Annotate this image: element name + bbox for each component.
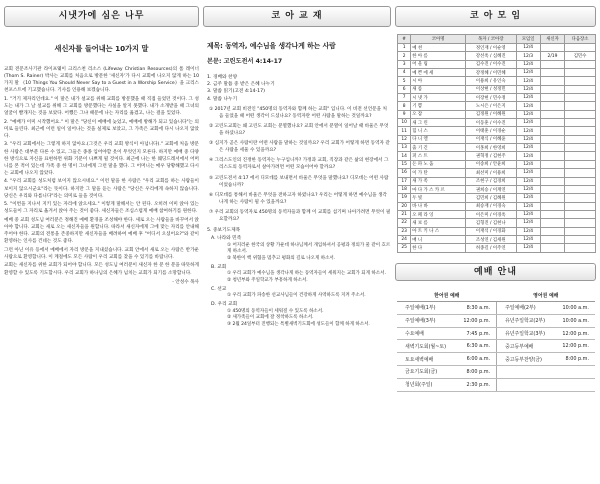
article-paragraph: 5. "이번을 지나서 지키 있는 자리에 앉으세요." 이렇게 말해서는 안 된다. 오히려 이미 앉아 있는 성도들이 그 자리로 옮겨서 앉아 주는 것이 좋다. 새신자들은 조심스럽게 예배 참여하기를 원한다. bbox=[4, 202, 199, 215]
table-cell: 12/4 bbox=[516, 135, 540, 143]
study-column bbox=[203, 6, 391, 329]
table-cell bbox=[540, 119, 564, 127]
worship-cell: 10:00 a.m. bbox=[555, 302, 595, 315]
article-title: 새신자를 들어내는 10가지 말 bbox=[54, 44, 149, 53]
table-cell: 한 다 bbox=[411, 244, 466, 252]
worship-row bbox=[397, 340, 595, 353]
table-cell: 12/4 bbox=[516, 144, 540, 152]
study-step: 3. 말씀 읽기(고전 4:14-17) bbox=[207, 89, 265, 95]
table-cell: 12/4 bbox=[516, 202, 540, 210]
table-cell bbox=[540, 127, 564, 135]
worship-cell: 주일예배(3부) bbox=[397, 314, 456, 327]
article-paragraph: 그런 아닌 이유 등에서 예배에서 자리 방문을 지내셨습니다. 교회 안에서 새로 오는 사람은 반가운 사람으로 환영합니다. 이 계절에도 모든 사람이 우리 교회를 찾을 수 있기를 바랍니다. bbox=[4, 247, 199, 260]
table-cell: 바 나 바 bbox=[411, 202, 466, 210]
prayer-title: 5. 중보기도제목 bbox=[207, 228, 241, 234]
table-row bbox=[398, 94, 596, 102]
table-cell: 매 니 bbox=[411, 235, 466, 243]
table-cell bbox=[540, 102, 564, 110]
worship-cell: 12:00 p.m. bbox=[555, 340, 595, 353]
table-cell bbox=[540, 194, 564, 202]
worship-cell: 6:30 a.m. bbox=[456, 340, 497, 353]
study-question: ⑦ 우리 교회의 동역자로 450명의 동역자들과 함께 이 교회를 섬기며 나아가려면 무엇이 필요할까요? bbox=[209, 209, 391, 223]
table-row bbox=[398, 127, 596, 135]
table-row bbox=[398, 52, 596, 60]
table-cell: 강선옥 / 심혜진 bbox=[465, 52, 516, 60]
prayer-item: ① 우리 교회가 파송한 선교사님들이 건강하게 사역하도록 지켜 주소서. bbox=[227, 293, 366, 299]
table-cell: 출 기 긴 bbox=[411, 144, 466, 152]
study-question: ③ 심지가 곧은 사람이란 어떤 사람을 말하는 것일까요? 우리 교회가 어떻게 하면 동역자 같은 사람을 세울 수 있을까요? bbox=[209, 141, 390, 154]
table-cell: 12 bbox=[398, 135, 411, 143]
table-cell bbox=[565, 127, 596, 135]
table-cell: 12/4 bbox=[516, 169, 540, 177]
study-scripture: 본문: 고린도전서 4:14-17 bbox=[207, 58, 283, 65]
table-row bbox=[398, 60, 596, 68]
table-cell: 12/4 bbox=[516, 127, 540, 135]
table-cell bbox=[565, 144, 596, 152]
prayer-item: ③ 2월 24일부터 진행되는 특별새벽기도회에 성도들이 함께 하게 하소서. bbox=[227, 322, 370, 328]
table-cell: 6 bbox=[398, 85, 411, 93]
table-cell: 20 bbox=[398, 202, 411, 210]
worship-cell: 유년주일학교(3부) bbox=[497, 327, 555, 340]
table-cell bbox=[540, 69, 564, 77]
table-cell: 15 bbox=[398, 160, 411, 168]
worship-cell: 8:00 p.m. bbox=[555, 353, 595, 366]
table-cell: 이은미 / 이경옥 bbox=[465, 210, 516, 218]
table-cell: 21 bbox=[398, 210, 411, 218]
table-cell bbox=[540, 219, 564, 227]
table-cell: 12/3 bbox=[516, 52, 540, 60]
table-cell: 아 트 키 나 스 bbox=[411, 227, 466, 235]
table-cell: 이태훈 / 이경순 bbox=[465, 127, 516, 135]
worship-cell: 8:00 p.m. bbox=[456, 366, 497, 379]
table-cell: 시 아 bbox=[411, 77, 466, 85]
table-cell bbox=[565, 77, 596, 85]
table-cell: 이장현 / 민수정 bbox=[465, 94, 516, 102]
table-cell: 9 bbox=[398, 110, 411, 118]
table-cell bbox=[540, 135, 564, 143]
table-cell: 19 bbox=[398, 194, 411, 202]
groups-table bbox=[397, 34, 596, 253]
table-cell: 정인재 / 이순영 bbox=[465, 44, 516, 52]
worship-row bbox=[397, 327, 595, 340]
article-paragraph: 1. "거기 제자리인데요." 이 말은 내가 설교를 위해 교회를 방문했을 때 직접 들었던 것이다. 그 성도는 내가 그 날 설교를 위해 그 교회를 방문했다는 사실을 알지 못했다. 내가 소개받을 때 그녀의 얼굴이 빨개지는 것을 보았다. 어쨌든 그냐 때문에 나는 자리를 옮겼고, 나는 걸을 잊었다. bbox=[4, 96, 199, 117]
table-cell: 어 울 림 bbox=[411, 60, 466, 68]
table-cell bbox=[565, 44, 596, 52]
table-cell: 최선미 / 이용희 bbox=[465, 169, 516, 177]
table-row bbox=[398, 152, 596, 160]
table-cell bbox=[565, 60, 596, 68]
worship-cell bbox=[555, 366, 595, 379]
article-header: 시냇가에 심은 나무 bbox=[4, 6, 199, 27]
article-author: - 안성수 목사 bbox=[172, 279, 199, 285]
table-row bbox=[398, 102, 596, 110]
study-step: 1. 경배와 찬양 bbox=[207, 75, 238, 80]
table-cell bbox=[540, 144, 564, 152]
table-cell bbox=[540, 177, 564, 185]
table-cell: 2/19 bbox=[540, 52, 564, 60]
table-cell bbox=[540, 244, 564, 252]
worship-cell: 2:30 p.m. bbox=[456, 378, 497, 391]
table-row bbox=[398, 169, 596, 177]
table-cell: 예 쁜 에 세 bbox=[411, 69, 466, 77]
table-cell: 16 bbox=[398, 169, 411, 177]
prayer-category: A. 나라와 민족 bbox=[211, 236, 242, 242]
table-cell: 권혁정 / 김현주 bbox=[465, 152, 516, 160]
study-questions bbox=[203, 106, 391, 223]
table-cell: 4 bbox=[398, 69, 411, 77]
table-cell: 12/4 bbox=[516, 69, 540, 77]
table-cell: 10 bbox=[398, 119, 411, 127]
table-cell: 강정혜 / 이민혜 bbox=[465, 69, 516, 77]
table-cell bbox=[540, 210, 564, 218]
table-cell bbox=[565, 202, 596, 210]
table-cell: 이용희 / 유인숙 bbox=[465, 77, 516, 85]
prayer-item: ① 어지러운 한국의 상황 가운데 하나님께서 개입하셔서 공평과 정의가 물 같이 흐르게 하소서. bbox=[227, 242, 391, 255]
table-cell: 이 가 탄 bbox=[411, 169, 466, 177]
table-cell: 이재석 / 이경화 bbox=[465, 227, 516, 235]
article-column bbox=[4, 6, 199, 285]
table-cell: 새 보 름 bbox=[411, 219, 466, 227]
table-cell bbox=[540, 169, 564, 177]
table-cell: 12/4 bbox=[516, 185, 540, 193]
table-cell: 새 가 족 bbox=[411, 177, 466, 185]
worship-row bbox=[397, 302, 595, 315]
korean-worship-heading: 한어권 예배 bbox=[397, 290, 497, 302]
worship-cell: 주일예배(1부) bbox=[397, 302, 456, 315]
worship-row bbox=[397, 378, 595, 391]
table-row bbox=[398, 135, 596, 143]
table-cell: 23 bbox=[398, 227, 411, 235]
table-cell: 8 bbox=[398, 102, 411, 110]
table-cell: 최승재 / 이경숙 bbox=[465, 202, 516, 210]
study-question: ② 고린도교회는 왜 고린도 교회는 분열했나요? 교회 안에서 분열이 일어날 때 바울은 무엇을 하셨나요? bbox=[209, 124, 389, 137]
table-cell: 마 다 가 스 카 르 bbox=[411, 185, 466, 193]
table-cell: 1 bbox=[398, 44, 411, 52]
table-cell: 시 냇 가 bbox=[411, 94, 466, 102]
worship-cell bbox=[555, 378, 595, 391]
table-cell bbox=[565, 185, 596, 193]
table-cell bbox=[540, 185, 564, 193]
table-cell bbox=[565, 169, 596, 177]
worship-cell: 중고등부찬양(금) bbox=[497, 353, 555, 366]
table-cell bbox=[565, 227, 596, 235]
table-cell: 24 bbox=[398, 235, 411, 243]
table-cell bbox=[565, 177, 596, 185]
worship-header: 예배 안내 bbox=[395, 263, 596, 281]
table-cell: 11 bbox=[398, 127, 411, 135]
table-cell: 이동훈 / 이수진 bbox=[465, 119, 516, 127]
table-cell: 조현구 / 김경희 bbox=[465, 177, 516, 185]
table-row bbox=[398, 219, 596, 227]
table-cell: 조성연 / 김세원 bbox=[465, 235, 516, 243]
table-cell: 퍼 스 트 bbox=[411, 152, 466, 160]
table-cell: 다 니 엘 bbox=[411, 135, 466, 143]
table-cell: 새 롬 bbox=[411, 85, 466, 93]
study-question: ⑤ 고린도전서 4:17 에서 디모데를 보내면서 바울은 무엇을 말했나요? 디모데는 어떤 사람이었습니까? bbox=[209, 175, 389, 188]
groups-column bbox=[395, 6, 596, 392]
table-cell: 17 bbox=[398, 177, 411, 185]
article-paragraph: 2. "예배가 이미 시작했어요." 이 말은 "당신이 예배에 늦었고, 예배에 방해가 되고 있습니다"는 의미로 들린다. 최근에 이런 일이 일어나는 것을 실제로 보았고, 그 가족은 교회에 다시 나오지 않았다. bbox=[4, 119, 199, 139]
table-cell: 12/4 bbox=[516, 85, 540, 93]
table-cell: 이송희 / 안윤희 bbox=[465, 160, 516, 168]
table-cell: 김수진 / 이수진 bbox=[465, 60, 516, 68]
table-cell bbox=[565, 235, 596, 243]
table-row bbox=[398, 69, 596, 77]
table-cell: 두 빛 bbox=[411, 194, 466, 202]
table-cell bbox=[540, 110, 564, 118]
worship-cell: 수요예배 bbox=[397, 327, 456, 340]
article-paragraph: 교회는 새신자를 위한 교회가 되어야 합니다. 모든 성도님 여러분이 새신자 한 분 한 분을 따뜻하게 환영할 수 있도록 기도합시다. 우리 교회가 하나님의 은혜가 넘치는 교회가 되기를 소망합니다. bbox=[4, 263, 199, 276]
worship-cell: 새벽기도회(월~토) bbox=[397, 340, 456, 353]
table-row bbox=[398, 44, 596, 52]
prayer-item: ② 청년부와 주일학교가 부흥하게 하소서. bbox=[227, 278, 308, 284]
study-question: ⑥ 디모데를 통해서 바울은 무엇을 전하고자 하였나요? 우리는 어떻게 하면 예수님을 생각나게 하는 사람이 될 수 있을까요? bbox=[209, 192, 387, 205]
roster-column-header: 목자 / 코아장 bbox=[465, 35, 516, 44]
table-cell bbox=[540, 85, 564, 93]
study-question: ④ 그리스도인의 진정한 동역자는 누구입니까? 가정과 교회, 직장과 같은 삶의 현장에서 그리스도의 동역자로서 살아가려면 어떤 모습이어야 할까요? bbox=[209, 158, 389, 171]
english-worship-heading: 영어권 예배 bbox=[497, 290, 595, 302]
table-cell: 이재식 / 이혜윤 bbox=[465, 135, 516, 143]
table-cell: 12/4 bbox=[516, 210, 540, 218]
table-cell bbox=[540, 152, 564, 160]
worship-row bbox=[397, 353, 595, 366]
table-row bbox=[398, 185, 596, 193]
worship-cell: 6:00 a.m. bbox=[456, 353, 497, 366]
table-cell bbox=[565, 119, 596, 127]
worship-cell: 주일예배(2부) bbox=[497, 302, 555, 315]
table-row bbox=[398, 177, 596, 185]
worship-cell: 토요새벽예배 bbox=[397, 353, 456, 366]
table-cell: 12/4 bbox=[516, 119, 540, 127]
table-row bbox=[398, 77, 596, 85]
table-cell: 12/4 bbox=[516, 235, 540, 243]
table-cell bbox=[565, 69, 596, 77]
table-cell bbox=[540, 160, 564, 168]
table-cell bbox=[540, 235, 564, 243]
table-cell: 김민희 / 김혜원 bbox=[465, 194, 516, 202]
study-step: 4. 말씀 나누기 bbox=[207, 96, 238, 102]
table-cell bbox=[540, 60, 564, 68]
table-row bbox=[398, 160, 596, 168]
table-cell: 12/4 bbox=[516, 152, 540, 160]
table-cell bbox=[565, 210, 596, 218]
table-cell: 김정원 / 이혜원 bbox=[465, 110, 516, 118]
table-cell bbox=[540, 94, 564, 102]
prayer-category: D. 우리 교회 bbox=[211, 302, 238, 308]
study-header: 코 아 교 재 bbox=[203, 6, 391, 27]
table-cell: 7 bbox=[398, 94, 411, 102]
table-cell: 12/4 bbox=[516, 160, 540, 168]
table-cell: 18 bbox=[398, 185, 411, 193]
worship-cell: 12:00 p.m. bbox=[456, 314, 497, 327]
table-cell: 예 천 bbox=[411, 44, 466, 52]
table-row bbox=[398, 194, 596, 202]
table-cell bbox=[565, 219, 596, 227]
study-step: 2. 금주 말씀 중 받은 은혜 나누기 bbox=[207, 82, 275, 88]
table-cell: 12/4 bbox=[516, 77, 540, 85]
table-cell: 3 bbox=[398, 60, 411, 68]
table-cell: 오 잠 bbox=[411, 110, 466, 118]
article-paragraph: 교회 전문조사기관 라이프웨이 크리스천 리소스 (Lifeway Christian Resources)의 톰 레이너(Thom S. Rainer) 박사는 교회를 처음으로 방문한 '새신자'가 다시 교회에 나오지 않게 하는 10가지 말 《10 Things You Should Never Say to a Guest in a Worship Service》을 크리스천포스트에 기고했습니다. 기사를 인용해 보겠습니다. bbox=[4, 67, 199, 94]
table-cell: 12/4 bbox=[516, 44, 540, 52]
table-cell: 22 bbox=[398, 219, 411, 227]
table-cell bbox=[540, 202, 564, 210]
table-cell: 12/4 bbox=[516, 244, 540, 252]
article-body bbox=[4, 66, 199, 277]
table-row bbox=[398, 244, 596, 252]
table-cell bbox=[565, 102, 596, 110]
table-cell bbox=[565, 110, 596, 118]
table-cell: 노시은 / 이은지 bbox=[465, 102, 516, 110]
roster-column-header: 새신자 bbox=[540, 35, 564, 44]
prayer-category: B. 교회 bbox=[211, 265, 227, 271]
table-cell: 12/4 bbox=[516, 194, 540, 202]
worship-cell: 10:00 a.m. bbox=[555, 314, 595, 327]
table-cell: 오 페 라 잉 bbox=[411, 210, 466, 218]
table-row bbox=[398, 235, 596, 243]
groups-header: 코 아 모 임 bbox=[395, 6, 596, 27]
prayer-item: ② 새가족들이 교회에 잘 정착하도록 하소서. bbox=[227, 315, 314, 321]
table-cell bbox=[565, 160, 596, 168]
table-cell bbox=[540, 44, 564, 52]
table-cell bbox=[565, 244, 596, 252]
table-cell: 이홍희 / 한영희 bbox=[465, 144, 516, 152]
table-cell: 12/4 bbox=[516, 110, 540, 118]
table-cell: 김형진 / 김현나 bbox=[465, 219, 516, 227]
worship-row bbox=[397, 366, 595, 379]
table-cell: 허종길 / 이주연 bbox=[465, 244, 516, 252]
prayer-item: ② 북한이 핵 위협을 멈추고 평화의 길로 나오게 하소서. bbox=[227, 256, 336, 262]
table-cell bbox=[565, 194, 596, 202]
worship-cell: 금요기도회(금) bbox=[397, 366, 456, 379]
table-cell: 25 bbox=[398, 244, 411, 252]
table-cell bbox=[565, 85, 596, 93]
table-cell: 돈 파 노 움 bbox=[411, 160, 466, 168]
table-cell bbox=[565, 94, 596, 102]
prayer-category: C. 선교 bbox=[211, 287, 227, 293]
table-cell: 권희승 / 이계연 bbox=[465, 185, 516, 193]
table-cell: 2 bbox=[398, 52, 411, 60]
table-row bbox=[398, 110, 596, 118]
table-row bbox=[398, 85, 596, 93]
study-title: 제목: 동역자, 예수님을 생각나게 하는 사람 bbox=[207, 42, 336, 50]
table-cell: 12/4 bbox=[516, 177, 540, 185]
table-cell: 12/4 bbox=[516, 60, 540, 68]
table-cell: 12/4 bbox=[516, 227, 540, 235]
worship-cell: 12:00 p.m. bbox=[555, 327, 595, 340]
table-cell bbox=[565, 135, 596, 143]
roster-column-header: 모임일 bbox=[516, 35, 540, 44]
article-paragraph: 4. "우리 교회를 성도처럼 보이지 않으시네요." 이런 말을 한 사람은 "우리 교회를 하는 사람들이 보이지 않으시군요"라는 뜻이다. 하지만 그 말을 듣는 사람은 "당신은 우리에게 속하지 않습니다. 당신은 우리와 다릅니다"라는 의미로 들을 것이다. bbox=[4, 179, 199, 199]
study-intro bbox=[203, 74, 391, 103]
table-cell: 새 그 린 bbox=[411, 119, 466, 127]
table-cell: 12/4 bbox=[516, 94, 540, 102]
table-row bbox=[398, 144, 596, 152]
article-paragraph: 예배 중 교회 성도님 여러분은 정해진 예배 환경을 조성해야 한다. 새로 오는 사람들을 바꾸어서 앉아야 합니다. 교회는 새로 오는 새신자들을 원합니다. 따라서 새신자에게 그에 맞는 자리를 안내해 주어야 한다. 교회의 전통을 존중하지만 새신자들을 배려하여 예배 후 "어디서 오셨어요?"와 같이 환영하는 인사를 건네는 것도 좋다. bbox=[4, 217, 199, 245]
worship-cell: 유년주일학교(2부) bbox=[497, 314, 555, 327]
roster-column-header: 코아명 bbox=[411, 35, 466, 44]
table-row bbox=[398, 227, 596, 235]
table-cell: 기 쁨 bbox=[411, 102, 466, 110]
table-cell: 5 bbox=[398, 77, 411, 85]
prayer-item: ① 450명의 동역자들이 세워질 수 있도록 하소서. bbox=[227, 308, 324, 314]
prayer-list bbox=[203, 235, 391, 329]
worship-cell: 중고등부예배 bbox=[497, 340, 555, 353]
table-cell bbox=[540, 77, 564, 85]
roster-column-header: # bbox=[398, 35, 411, 44]
table-cell: 김민수 bbox=[565, 52, 596, 60]
prayer-item: ① 우리 교회가 예수님을 생각나게 하는 동역자들이 세워지는 교회가 되게 하소서. bbox=[227, 271, 386, 277]
table-cell bbox=[540, 227, 564, 235]
worship-row bbox=[397, 314, 595, 327]
table-row bbox=[398, 119, 596, 127]
article-paragraph: 3. "우리 교회에서는 그렇게 하지 않아요.(그것은 우리 교회 방식이 아닙니다)." 교회에 처음 방문한 사람은 대부분 다른 수 있고, 그들은 종종 입어야할 옷이 무엇인지 모른다. 하지만 예배 중 다양한 방식으로 자신을 표현하면 위화 기분이 나쁘게 될 것이다. 최근에 나는 한 웨딩드레서에서 어머니를 본 적이 있는데 가족 중 한 명이 그녀에게 그런 말을 했다. 그 어머니는 매우 당황해했고 다시는 교회에 나오지 않았다. bbox=[4, 142, 199, 176]
worship-cell: 청년회(주일) bbox=[397, 378, 456, 391]
roster-column-header: 다음장소 bbox=[565, 35, 596, 44]
table-row bbox=[398, 210, 596, 218]
worship-cell: 7:45 p.m. bbox=[456, 327, 497, 340]
worship-cell bbox=[497, 366, 555, 379]
table-cell: 한 아 름 bbox=[411, 52, 466, 60]
table-cell: 12/4 bbox=[516, 219, 540, 227]
table-cell: 14 bbox=[398, 152, 411, 160]
study-question: ① 2017년 교회 비전인 "450명의 동역자와 함께 하는 교회" 입니다. 이 비전 선언문을 처음 들었을 때 어떤 생각이 드셨나요? 동역자란 어떤 사람을 말하는 것일까요? bbox=[209, 106, 387, 119]
worship-table bbox=[397, 290, 595, 392]
table-cell: 12/4 bbox=[516, 102, 540, 110]
table-cell bbox=[565, 152, 596, 160]
table-cell: 이상현 / 성정민 bbox=[465, 85, 516, 93]
table-row bbox=[398, 202, 596, 210]
worship-cell: 8:30 a.m. bbox=[456, 302, 497, 315]
table-cell: 힘 니 스 bbox=[411, 127, 466, 135]
worship-cell bbox=[497, 378, 555, 391]
table-cell: 13 bbox=[398, 144, 411, 152]
